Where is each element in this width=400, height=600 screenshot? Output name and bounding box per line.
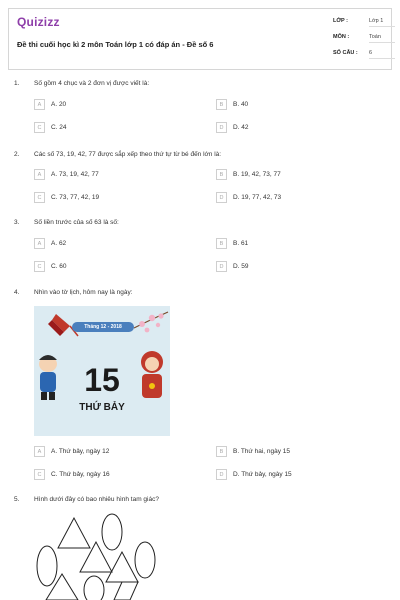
question-text: Số gồm 4 chục và 2 đơn vị được viết là:: [34, 80, 150, 87]
q2-option-d[interactable]: [216, 192, 281, 203]
ellipse-shape: [37, 546, 57, 586]
triangle-shape: [106, 552, 138, 582]
question-count-value: 6: [369, 50, 395, 59]
q3-option-b[interactable]: [216, 238, 248, 249]
option-letter-box: C: [34, 261, 45, 272]
option-text: D. Thứ bảy, ngày 15: [233, 471, 292, 478]
ellipse-shape: [84, 576, 104, 600]
option-letter-box: D: [216, 469, 227, 480]
option-letter-box: B: [216, 238, 227, 249]
ellipse-shape: [135, 542, 155, 578]
worksheet-header: [8, 8, 392, 70]
quizizz-logo: Quizizz: [17, 15, 60, 29]
q3-option-a[interactable]: [34, 238, 66, 249]
triangle-puzzle-figure: [34, 512, 158, 600]
option-text: B. Thứ hai, ngày 15: [233, 448, 290, 455]
q2-option-a[interactable]: [34, 169, 99, 180]
option-text: A. 20: [51, 101, 67, 108]
option-letter-box: C: [34, 192, 45, 203]
q1-option-c[interactable]: [34, 122, 67, 133]
option-letter-box: C: [34, 469, 45, 480]
trapezoid-shape: [114, 582, 138, 600]
q4-option-c[interactable]: [34, 469, 110, 480]
worksheet-title: Đề thi cuối học kì 2 môn Toán lớp 1 có đáp án - Đề số 6: [17, 40, 214, 49]
triangle-shape: [58, 518, 90, 548]
option-letter-box: D: [216, 192, 227, 203]
option-text: B. 19, 42, 73, 77: [233, 171, 281, 178]
class-label: LỚP :: [333, 18, 348, 24]
q2-option-b[interactable]: [216, 169, 281, 180]
q4-option-a[interactable]: [34, 446, 109, 457]
question-number: 3.: [14, 219, 20, 226]
option-letter-box: A: [34, 446, 45, 457]
ellipse-shape: [102, 514, 122, 550]
question-number: 1.: [14, 80, 20, 87]
q4-option-b[interactable]: [216, 446, 290, 457]
class-value: Lớp 1: [369, 18, 395, 27]
option-text: A. 73, 19, 42, 77: [51, 171, 99, 178]
option-letter-box: C: [34, 122, 45, 133]
option-text: B. 40: [233, 101, 249, 108]
question-count-label: SỐ CÂU :: [333, 50, 358, 56]
option-text: D. 42: [233, 124, 249, 131]
option-letter-box: D: [216, 261, 227, 272]
calendar-day: 15: [84, 362, 120, 398]
triangle-shape: [46, 574, 78, 600]
option-text: B. 61: [233, 240, 249, 247]
option-letter-box: B: [216, 99, 227, 110]
option-letter-box: B: [216, 446, 227, 457]
option-letter-box: A: [34, 169, 45, 180]
calendar-month: Tháng 12 - 2018: [72, 322, 134, 332]
option-letter-box: B: [216, 169, 227, 180]
option-text: C. 24: [51, 124, 67, 131]
option-letter-box: A: [34, 99, 45, 110]
option-text: C. 73, 77, 42, 19: [51, 194, 100, 201]
option-text: A. 62: [51, 240, 67, 247]
q1-option-b[interactable]: [216, 99, 248, 110]
blossom-branch: [134, 312, 168, 332]
calendar-image: [34, 306, 170, 436]
option-text: C. Thứ bảy, ngày 16: [51, 471, 110, 478]
question-text: Số liền trước của số 63 là số:: [34, 219, 119, 226]
question-number: 5.: [14, 496, 20, 503]
option-text: C. 60: [51, 263, 67, 270]
option-text: D. 19, 77, 42, 73: [233, 194, 282, 201]
q3-option-d[interactable]: [216, 261, 249, 272]
q3-option-c[interactable]: [34, 261, 67, 272]
question-number: 4.: [14, 289, 20, 296]
option-letter-box: D: [216, 122, 227, 133]
q2-option-c[interactable]: [34, 192, 99, 203]
triangle-shape: [80, 542, 112, 572]
q1-option-d[interactable]: [216, 122, 249, 133]
question-number: 2.: [14, 151, 20, 158]
question-text: Các số 73, 19, 42, 77 được sắp xếp theo thứ tự từ bé đến lớn là:: [34, 151, 222, 158]
option-text: D. 59: [233, 263, 249, 270]
q1-option-a[interactable]: [34, 99, 66, 110]
option-letter-box: A: [34, 238, 45, 249]
subject-value: Toán: [369, 34, 395, 43]
calendar-weekday: THỨ BẢY: [79, 402, 125, 413]
subject-label: MÔN :: [333, 34, 350, 40]
option-text: A. Thứ bảy, ngày 12: [51, 448, 110, 455]
q4-option-d[interactable]: [216, 469, 292, 480]
question-text: Nhìn vào tờ lịch, hôm nay là ngày:: [34, 289, 133, 296]
question-text: Hình dưới đây có bao nhiêu hình tam giác?: [34, 496, 159, 503]
